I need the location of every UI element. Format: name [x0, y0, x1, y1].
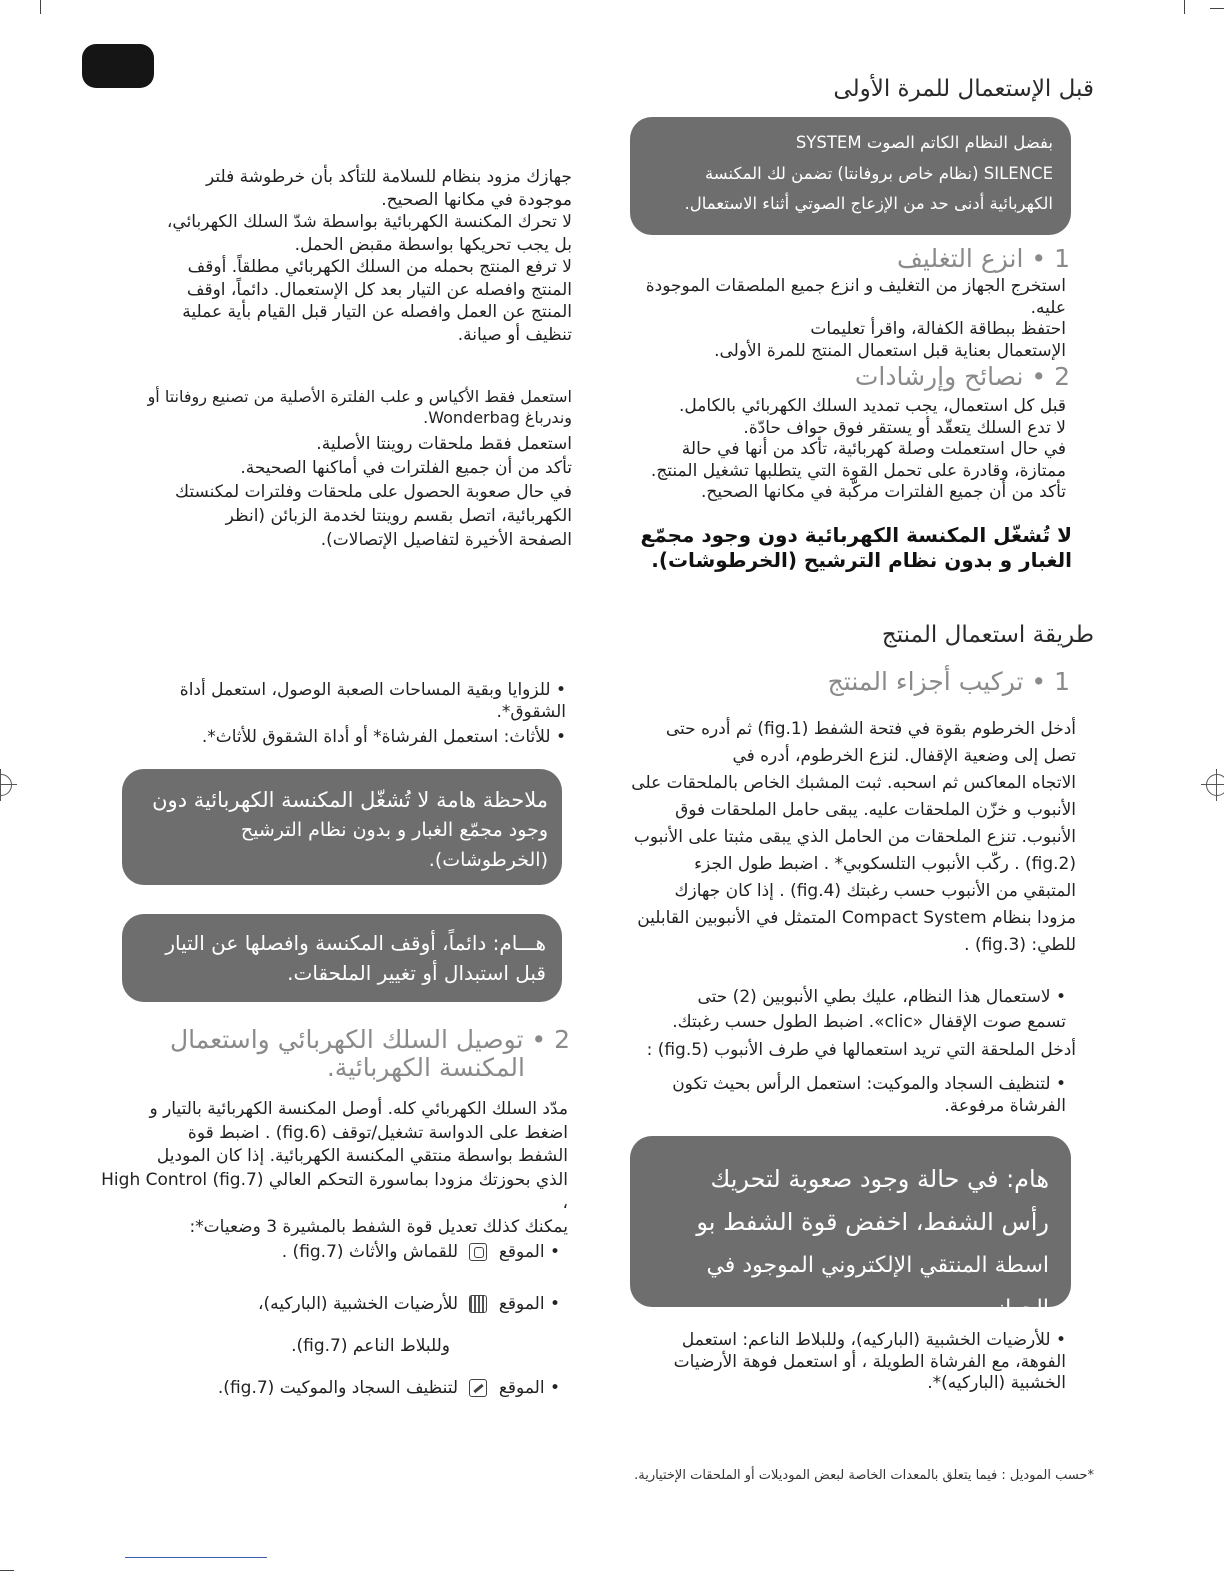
position-carpet	[120, 1378, 560, 1400]
text-line: تأكد من أن جميع الفلترات في أماكنها الصحيحة.	[240, 458, 572, 478]
text-line: مدّد السلك الكهربائي كله. أوصل المكنسة الكهربائية بالتيار و	[149, 1099, 568, 1119]
warning-box	[122, 914, 562, 1002]
position-fabric	[120, 1242, 560, 1264]
text-line: جهازك مزود بنظام للسلامة للتأكد بأن خرطوشة فلتر	[205, 167, 572, 187]
bold-line: الغبار و بدون نظام الترشيح (الخرطوشات).	[651, 548, 1072, 572]
section-title: تركيب أجزاء المنتج	[827, 667, 1024, 696]
text-line: (fig.2) . ركّب الأنبوب التلسكوبي* . اضبط طول الجزء	[694, 854, 1076, 874]
text-line: بل يجب تحريكها بواسطة مقبض الحمل.	[294, 234, 572, 255]
parquet-bullet	[616, 1330, 1066, 1395]
crop-mark	[0, 1570, 14, 1571]
text-line: لا تدع السلك يتعقّد أو يستقر فوق حواف حادّة.	[743, 417, 1066, 438]
silence-system-box	[630, 117, 1071, 235]
text-line: وندرباغ Wonderbag.	[423, 408, 572, 427]
section-connect-title: 2 • توصيل السلك الكهربائي واستعمال المكنسة الكهربائية.	[110, 1026, 570, 1082]
carpet-brush-icon	[469, 1379, 487, 1397]
text-line: • لاستعمال هذا النظام، عليك بطي الأنبوبين (2) حتى	[626, 985, 1066, 1010]
heading-how-to-use: طريقة استعمال المنتج	[881, 622, 1094, 648]
text-line: • للزوايا وبقية المساحات الصعبة الوصول، استعمل أداة	[116, 680, 566, 702]
text-line: في حال صعوبة الحصول على ملحقات وفلترات لمكنستك	[175, 482, 572, 502]
important-line: رأس الشفط، اخفض قوة الشفط بو	[696, 1208, 1049, 1236]
compact-system-bullet	[626, 985, 1066, 1035]
text-line: • لتنظيف السجاد والموكيت: استعمل الرأس بحيث تكون	[616, 1074, 1066, 1096]
armchair-icon	[469, 1243, 487, 1261]
crop-mark	[1210, 8, 1224, 9]
text-line: الفرشاة مرفوعة.	[944, 1095, 1066, 1116]
text-line: استعمل فقط ملحقات روينتا الأصلية.	[316, 434, 572, 454]
safety-notes-left	[112, 166, 572, 346]
registration-mark-icon	[0, 774, 12, 796]
crop-mark	[1184, 0, 1185, 14]
text-line: • للأرضيات الخشبية (الباركيه)، وللبلاط الناعم: استعمل	[616, 1330, 1066, 1352]
text-line: تصل إلى وضعية الإقفال. لنزع الخرطوم، أدره في	[732, 746, 1076, 766]
section-assembly-title: 1 • تركيب أجزاء المنتج	[827, 667, 1070, 696]
crop-mark	[40, 0, 41, 14]
text-line: اضغط على الدواسة تشغيل/توقف (fig.6) . اضبط قوة	[187, 1122, 568, 1143]
text-line: المنتج عن العمل وافصله عن التيار قبل القيام بأية عملية	[182, 302, 572, 322]
text-line: قبل كل استعمال، يجب تمديد السلك الكهربائي بالكامل.	[679, 396, 1066, 416]
text-line: الأنبوب. تنزع الملحقات من الحامل الذي يبقى مثبتا على الأنبوب	[633, 827, 1076, 847]
text-line: مزودا بنظام Compact System المتمثل في الأنبوبين القابلين	[637, 908, 1076, 928]
section-title: توصيل السلك الكهربائي واستعمال	[169, 1025, 524, 1054]
text-line: الشقوق*.	[496, 701, 566, 722]
section-unpack-body	[606, 276, 1066, 362]
text-line: احتفظ ببطاقة الكفالة، واقرأ تعليمات	[810, 319, 1066, 339]
registration-mark-icon	[1206, 774, 1224, 796]
text-line: الأنبوب و خزّن الملحقات عليه. يبقى حامل الملحقات فوق	[675, 800, 1076, 820]
section-unpack-title: 1 • انزع التغليف	[897, 244, 1070, 273]
heading-before-first-use: قبل الإستعمال للمرة الأولى	[833, 76, 1094, 102]
text-line: أدخل الخرطوم بقوة في فتحة الشفط (fig.1) ثم أدره حتى	[665, 719, 1076, 739]
position-label: • الموقع	[499, 1242, 560, 1262]
position-text: للقماش والأثاث (fig.7) .	[281, 1242, 459, 1262]
text-line: الخشبية (الباركيه)*.	[927, 1373, 1066, 1393]
text-line: المنتج وافصله عن التيار بعد كل الإستعمال. دائماً، اوقف	[186, 279, 572, 300]
text-line: تنظيف أو صيانة.	[457, 324, 572, 345]
section-title: انزع التغليف	[897, 244, 1024, 273]
parquet-icon	[469, 1295, 487, 1313]
text-line: الفوهة، مع الفرشاة الطويلة ، أو استعمل فوهة الأرضيات	[673, 1351, 1066, 1372]
section-title: نصائح وإرشادات	[854, 362, 1024, 391]
text-line: الصفحة الأخيرة لتفاصيل الإتصالات).	[320, 530, 572, 550]
text-line: المتبقي من الأنبوب حسب رغبتك (fig.4) . إذا كان جهازك	[674, 881, 1076, 901]
bottom-rule	[125, 1557, 267, 1558]
important-line: اسطة المنتقي الإلكتروني الموجود في الجهاز.	[706, 1253, 1049, 1321]
carpet-bullet	[616, 1074, 1066, 1117]
important-line: هام: في حالة وجود صعوبة لتحريك	[710, 1165, 1049, 1193]
section-assembly-body	[616, 716, 1076, 959]
text-line: لا ترفع المنتج بحمله من السلك الكهربائي مطلقاً. أوقف	[187, 257, 572, 277]
note-line: ملاحظة هامة لا تُشغّل المكنسة الكهربائية دون	[152, 788, 548, 812]
section-title-line2: المكنسة الكهربائية.	[326, 1053, 525, 1082]
position-label: • الموقع	[499, 1294, 560, 1314]
section-number: 1	[1054, 244, 1070, 273]
warning-line: هـــام: دائماً، أوقف المكنسة وافصلها عن التيار	[165, 931, 546, 955]
position-parquet	[120, 1294, 560, 1316]
silence-line: SILENCE (نظام خاص بروفانتا) تضمن لك المكنسة	[704, 164, 1053, 183]
page-tab-marker	[82, 44, 154, 88]
text-line: • للأثاث: استعمل الفرشاة* أو أداة الشقوق للأثاث*.	[116, 727, 566, 749]
section-connect-body	[98, 1098, 568, 1239]
position-text: للأرضيات الخشبية (الباركيه)،	[258, 1294, 459, 1314]
warning-line: قبل استبدال أو تغيير الملحقات.	[287, 961, 546, 985]
insert-accessory-line: أدخل الملحقة التي تريد استعمالها في طرف الأنبوب (fig.5) :	[646, 1040, 1076, 1060]
position-parquet-line2: وللبلاط الناعم (fig.7).	[291, 1336, 450, 1356]
section-advice-title: 2 • نصائح وإرشادات	[854, 362, 1070, 391]
text-line: في حال استعملت وصلة كهربائية، تأكد من أنها في حالة	[681, 439, 1066, 459]
text-line: الذي بحوزتك مزودا بماسورة التحكم العالي High Control (fig.7) ،	[101, 1169, 568, 1213]
original-accessories-note	[112, 432, 572, 552]
bold-line: لا تُشغّل المكنسة الكهربائية دون وجود مجمّع	[640, 523, 1072, 547]
important-suction-box	[630, 1136, 1071, 1321]
text-line: موجودة في مكانها الصحيح.	[381, 189, 572, 210]
section-advice-body	[606, 396, 1066, 504]
text-line: استخرج الجهاز من التغليف و انزع جميع الملصقات الموجودة عليه.	[645, 276, 1066, 318]
section-number: 2	[554, 1025, 570, 1054]
text-line: يمكنك كذلك تعديل قوة الشفط بالمشيرة 3 وضعيات*:	[189, 1216, 568, 1237]
silence-line: الكهربائية أدنى حد من الإزعاج الصوتي أثناء الاستعمال.	[684, 194, 1053, 213]
position-label: • الموقع	[499, 1378, 560, 1398]
text-line: الاتجاه المعاكس ثم اسحبه. ثبت المشبك الخاص بالملحقات على	[631, 773, 1076, 793]
text-line: الإستعمال بعناية قبل استعمال المنتج للمرة الأولى.	[714, 340, 1066, 361]
position-text: لتنظيف السجاد والموكيت (fig.7).	[217, 1378, 459, 1398]
text-line: تسمع صوت الإقفال «clic». اضبط الطول حسب رغبتك.	[672, 1012, 1066, 1032]
corners-bullet	[116, 680, 566, 749]
note-box	[122, 769, 562, 885]
original-bags-note	[92, 386, 572, 428]
note-line: وجود مجمّع الغبار و بدون نظام الترشيح	[240, 819, 548, 841]
section-number: 1	[1054, 667, 1070, 696]
text-line: استعمل فقط الأكياس و علب الفلترة الأصلية من تصنيع روفانتا أو	[147, 387, 572, 406]
text-line: لا تحرك المكنسة الكهربائية بواسطة شدّ السلك الكهربائي،	[166, 212, 572, 232]
note-line: (الخرطوشات).	[428, 849, 548, 871]
section-number: 2	[1054, 362, 1070, 391]
silence-line: بفضل النظام الكاتم الصوت SYSTEM	[795, 133, 1053, 152]
text-line: للطي: (fig.3) .	[964, 935, 1076, 955]
footnote: *حسب الموديل : فيما يتعلق بالمعدات الخاصة لبعض الموديلات أو الملحقات الإختيارية.	[634, 1468, 1094, 1483]
text-line: الكهربائية، اتصل بقسم روينتا لخدمة الزبائن (انظر	[225, 506, 572, 526]
text-line: تأكد من أن جميع الفلترات مركّبة في مكانها الصحيح.	[701, 482, 1066, 502]
section-advice-warning	[602, 523, 1072, 573]
text-line: الشفط بواسطة منتقي المكنسة الكهربائية. إذا كان الموديل	[156, 1146, 568, 1166]
text-line: ممتازة، وقادرة على تحمل القوة التي يتطلبها تشغيل المنتج.	[650, 460, 1066, 481]
